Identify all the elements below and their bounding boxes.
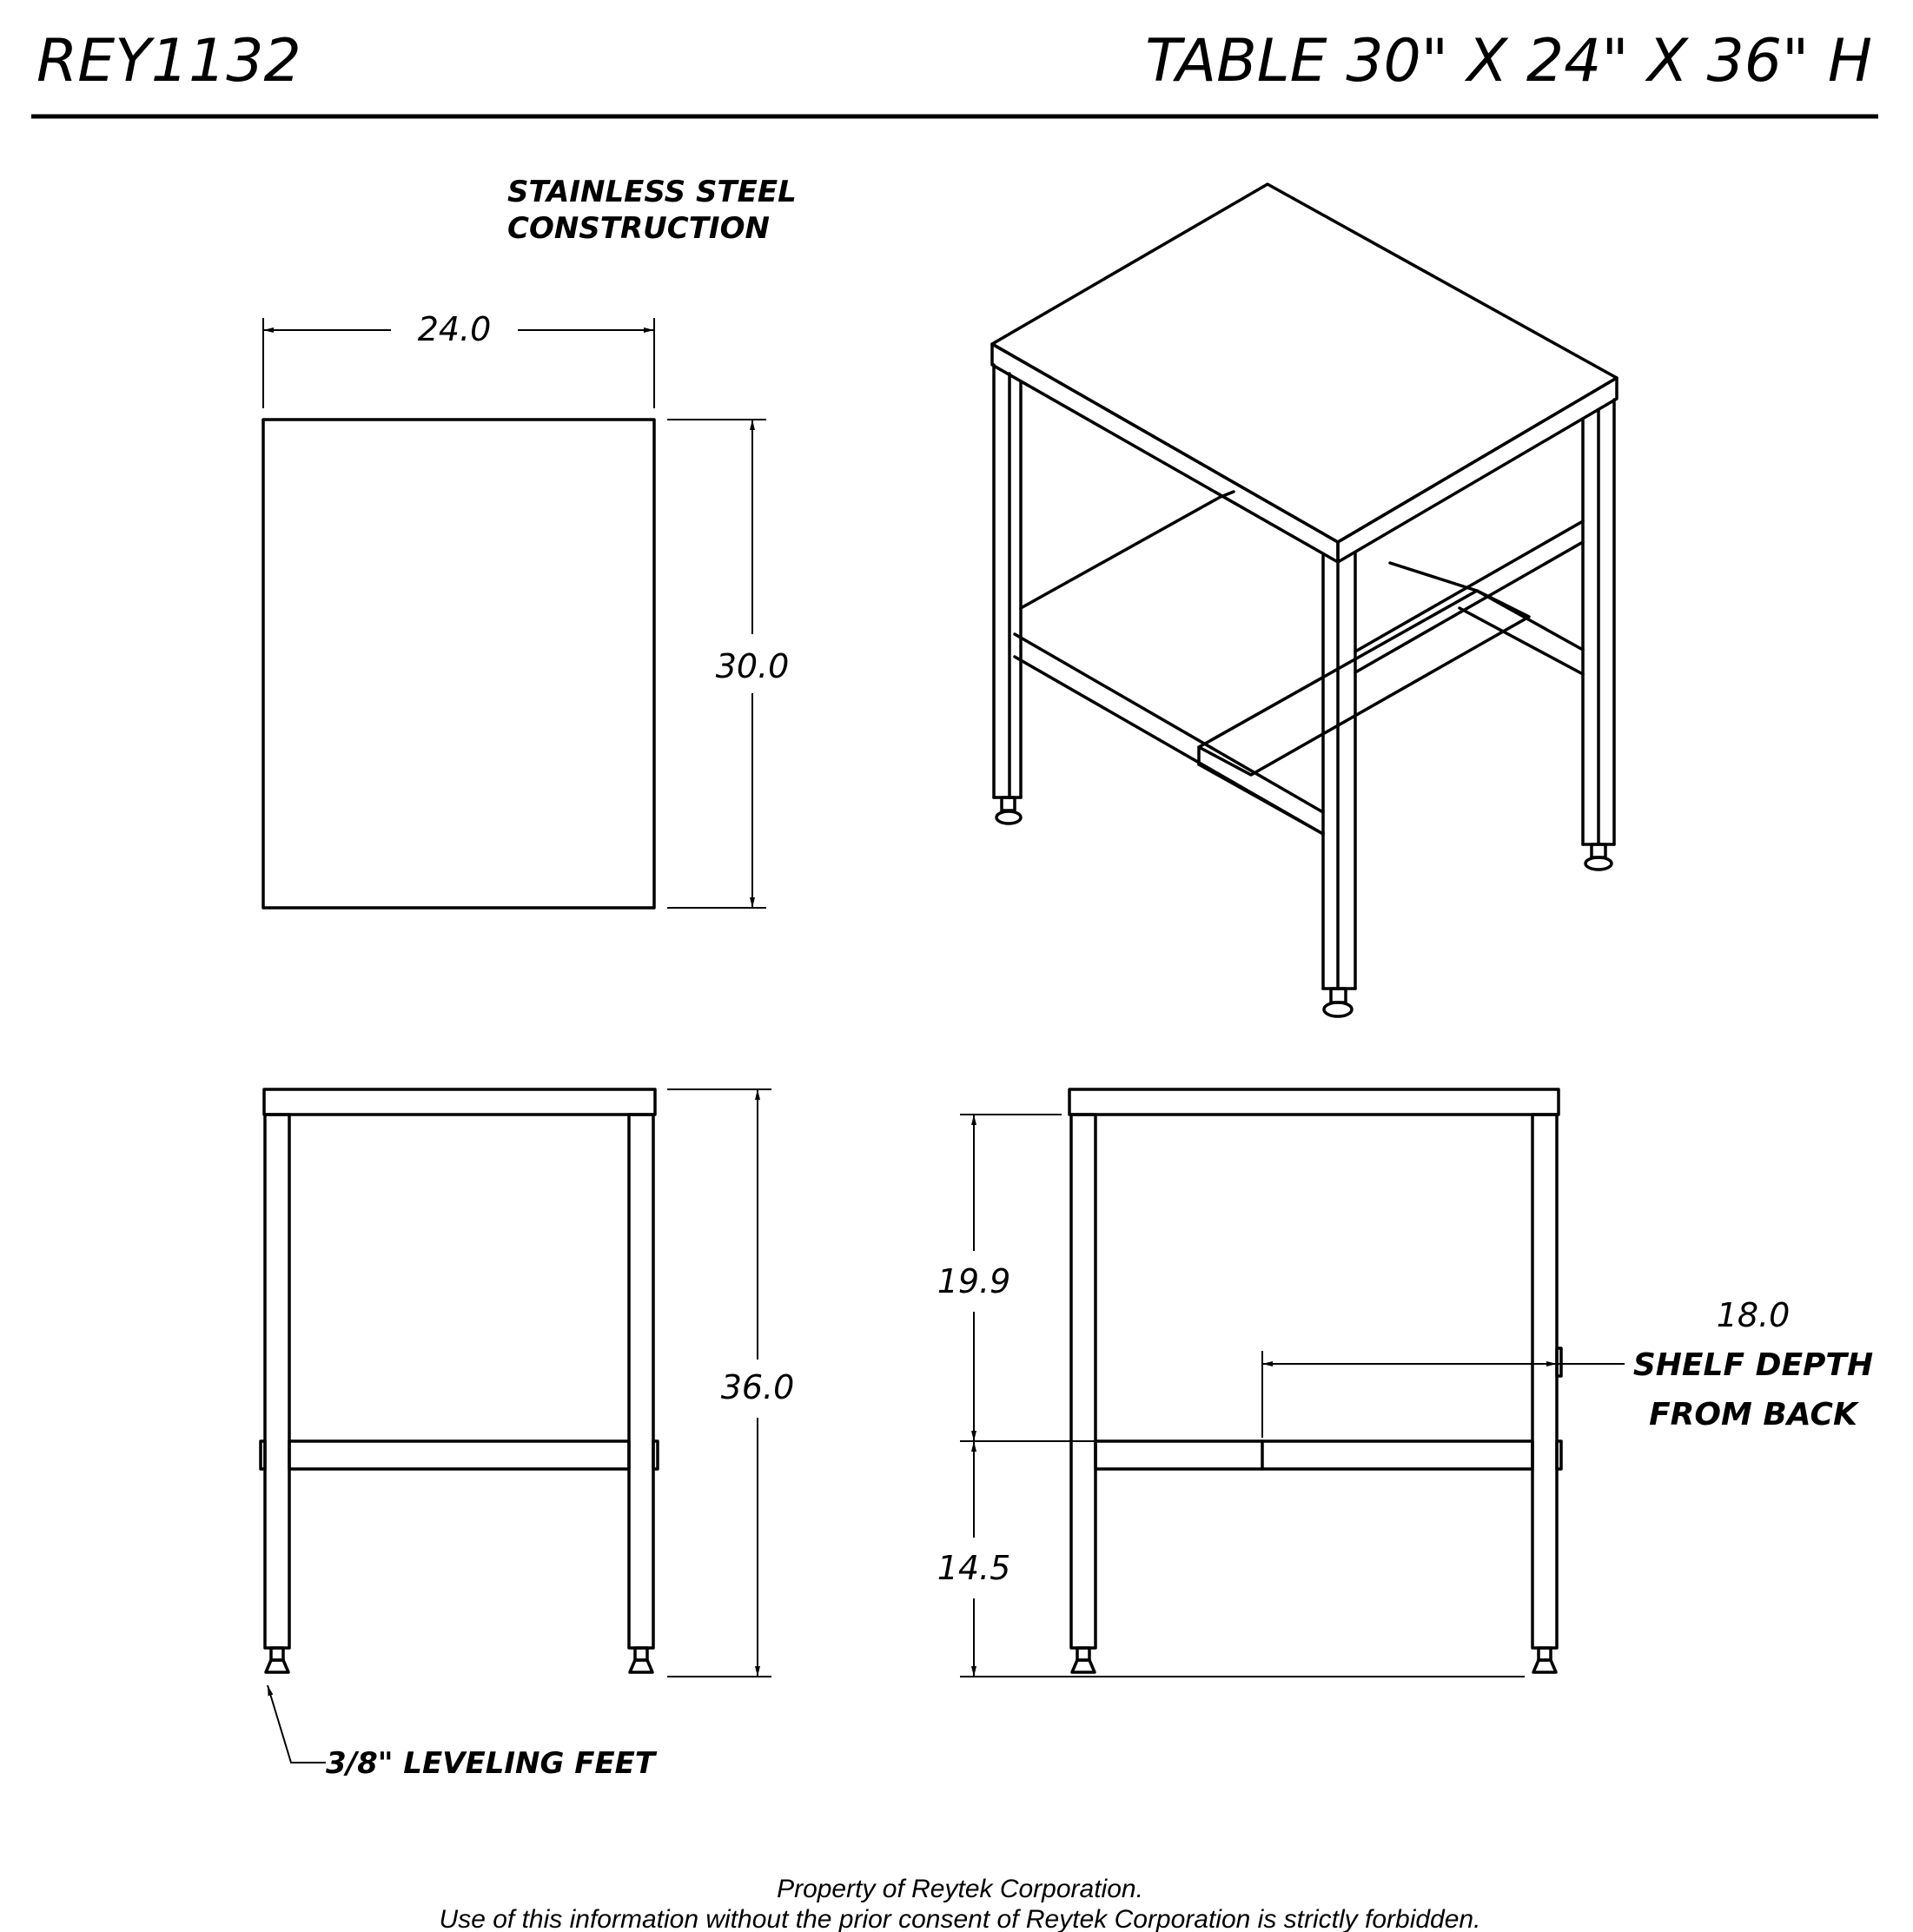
depth-dimension: 30.0 (715, 647, 790, 685)
top-view (263, 310, 789, 908)
leveling-feet-note: 3/8" LEVELING FEET (326, 1746, 656, 1781)
width-dimension: 24.0 (417, 310, 492, 348)
shelf-depth-note-line1: SHELF DEPTH (1632, 1347, 1874, 1383)
material-note-line1: STAINLESS STEEL (507, 175, 797, 209)
part-number: REY1132 (36, 27, 301, 96)
height-dimension: 36.0 (720, 1368, 795, 1406)
side-view (937, 1089, 1873, 1677)
isometric-view (992, 184, 1617, 1016)
footer-ownership: Property of Reytek Corporation. (777, 1875, 1143, 1903)
front-view (261, 1089, 794, 1781)
shelf-height-dimension: 14.5 (937, 1549, 1011, 1587)
material-note-line2: CONSTRUCTION (507, 211, 770, 246)
upper-clearance-dimension: 19.9 (937, 1262, 1011, 1300)
sheet-title: TABLE 30" X 24" X 36" H (1145, 27, 1872, 96)
footer-disclaimer: Use of this information without the prior consent of Reytek Corporation is strictly forbidden. (439, 1905, 1481, 1932)
shelf-depth-dimension: 18.0 (1716, 1296, 1791, 1334)
shelf-depth-note-line2: FROM BACK (1649, 1397, 1857, 1432)
